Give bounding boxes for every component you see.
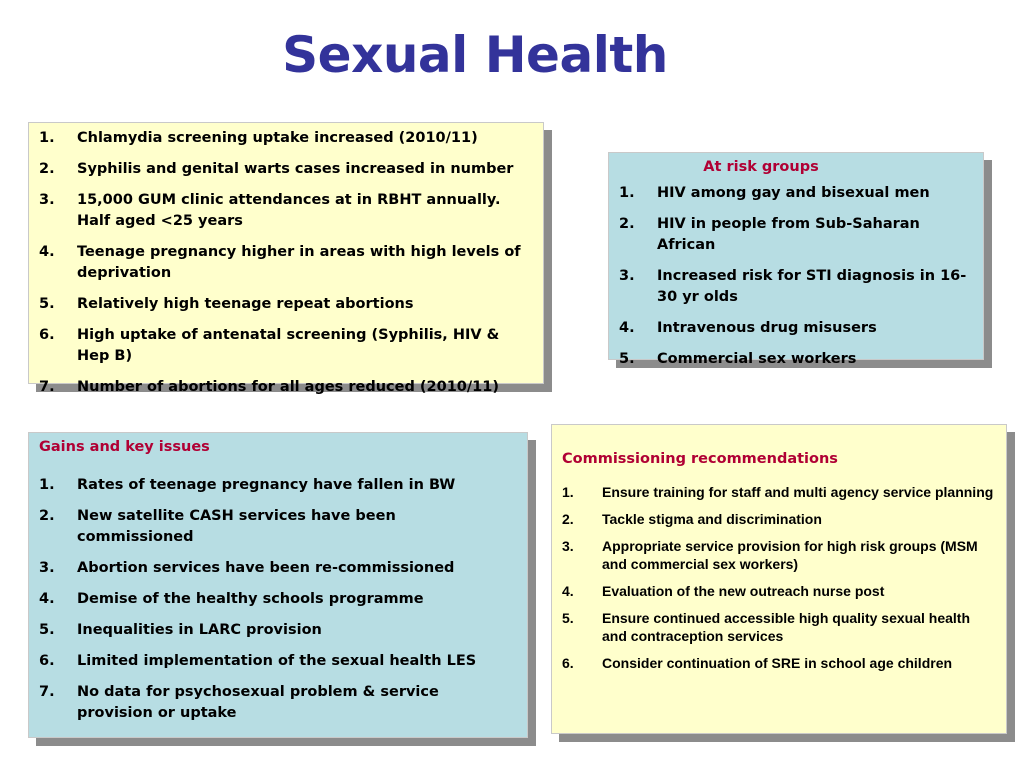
list-item xyxy=(562,483,998,501)
list-text: Relatively high teenage repeat abortions xyxy=(77,296,414,312)
list-item xyxy=(39,558,517,579)
commissioning-list xyxy=(562,483,998,672)
list-number: 2. xyxy=(39,161,55,177)
list-number: 4. xyxy=(39,244,55,260)
list-item xyxy=(562,654,998,672)
list-item xyxy=(562,582,998,600)
list-text: Increased risk for STI diagnosis in 16-30 yr olds xyxy=(657,268,967,305)
gains-box xyxy=(28,432,528,738)
list-item xyxy=(39,377,533,398)
list-number: 2. xyxy=(39,508,55,524)
list-number: 3. xyxy=(619,268,635,284)
list-text: Limited implementation of the sexual health LES xyxy=(77,653,477,669)
list-text: Inequalities in LARC provision xyxy=(77,622,322,638)
list-number: 7. xyxy=(39,684,55,700)
list-item xyxy=(39,294,533,315)
list-item xyxy=(619,183,973,204)
list-text: 15,000 GUM clinic attendances at in RBHT annually. Half aged <25 years xyxy=(77,192,501,229)
list-number: 2. xyxy=(619,216,635,232)
list-number: 3. xyxy=(562,538,574,554)
list-number: 4. xyxy=(562,583,574,599)
page-title: Sexual Health xyxy=(282,26,668,84)
list-number: 5. xyxy=(619,351,635,367)
list-text: Teenage pregnancy higher in areas with high levels of deprivation xyxy=(77,244,521,281)
risk-groups-list xyxy=(619,183,973,370)
commissioning-box xyxy=(551,424,1007,734)
list-text: Chlamydia screening uptake increased (2010/11) xyxy=(77,130,478,146)
list-number: 5. xyxy=(39,622,55,638)
list-number: 3. xyxy=(39,560,55,576)
list-number: 2. xyxy=(562,511,574,527)
list-text: Intravenous drug misusers xyxy=(657,320,877,336)
list-text: Evaluation of the new outreach nurse post xyxy=(602,583,885,599)
list-text: Ensure training for staff and multi agency service planning xyxy=(602,484,994,500)
list-number: 6. xyxy=(562,655,574,671)
list-item xyxy=(39,128,533,149)
list-text: HIV among gay and bisexual men xyxy=(657,185,930,201)
list-item xyxy=(39,190,533,232)
list-item xyxy=(562,609,998,645)
list-number: 1. xyxy=(39,477,55,493)
list-number: 4. xyxy=(39,591,55,607)
list-item xyxy=(619,214,973,256)
list-item xyxy=(39,325,533,367)
list-text: Appropriate service provision for high risk groups (MSM and commercial sex workers) xyxy=(602,538,978,572)
list-text: No data for psychosexual problem & service provision or uptake xyxy=(77,684,439,721)
list-number: 3. xyxy=(39,192,55,208)
list-item xyxy=(39,682,517,724)
list-text: Consider continuation of SRE in school age children xyxy=(602,655,953,671)
list-number: 6. xyxy=(39,327,55,343)
list-text: New satellite CASH services have been commissioned xyxy=(77,508,396,545)
list-item xyxy=(39,506,517,548)
list-number: 7. xyxy=(39,379,55,395)
list-text: High uptake of antenatal screening (Syphilis, HIV & Hep B) xyxy=(77,327,500,364)
list-number: 1. xyxy=(39,130,55,146)
list-item xyxy=(619,318,973,339)
trends-box xyxy=(28,122,544,395)
list-number: 4. xyxy=(619,320,635,336)
list-item xyxy=(562,510,998,528)
risk-groups-heading: At risk groups xyxy=(703,159,819,175)
list-text: Rates of teenage pregnancy have fallen in BW xyxy=(77,477,456,493)
list-text: Demise of the healthy schools programme xyxy=(77,591,424,607)
list-item xyxy=(39,589,517,610)
list-item xyxy=(562,537,998,573)
list-text: Abortion services have been re-commissioned xyxy=(77,560,455,576)
commissioning-heading: Commissioning recommendations xyxy=(562,451,838,467)
list-number: 1. xyxy=(619,185,635,201)
list-text: Commercial sex workers xyxy=(657,351,857,367)
list-item xyxy=(39,159,533,180)
list-number: 1. xyxy=(562,484,574,500)
gains-heading: Gains and key issues xyxy=(39,439,210,455)
list-item xyxy=(39,620,517,641)
gains-list xyxy=(39,475,517,724)
list-text: Number of abortions for all ages reduced (2010/11) xyxy=(77,379,499,395)
list-text: HIV in people from Sub-Saharan African xyxy=(657,216,920,253)
list-item xyxy=(619,266,973,308)
list-item xyxy=(39,475,517,496)
list-item xyxy=(39,242,533,284)
trends-list xyxy=(39,128,533,398)
list-number: 5. xyxy=(562,610,574,626)
list-number: 5. xyxy=(39,296,55,312)
list-text: Tackle stigma and discrimination xyxy=(602,511,822,527)
risk-groups-box xyxy=(608,152,984,367)
list-text: Syphilis and genital warts cases increased in number xyxy=(77,161,514,177)
list-number: 6. xyxy=(39,653,55,669)
list-item xyxy=(39,651,517,672)
list-item xyxy=(619,349,973,370)
list-text: Ensure continued accessible high quality sexual health and contraception services xyxy=(602,610,970,644)
